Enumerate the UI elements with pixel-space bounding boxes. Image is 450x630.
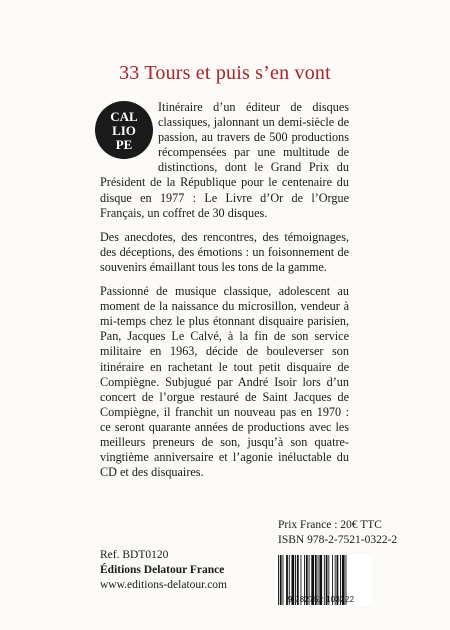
back-cover-text <box>100 100 349 489</box>
reference-number: Ref. BDT0120 <box>100 549 169 561</box>
price: Prix France : 20€ TTC <box>278 519 382 531</box>
paragraph-intro <box>100 100 349 221</box>
svg-text:PE: PE <box>115 137 133 152</box>
logo-wrap-space <box>100 100 158 162</box>
publisher-website[interactable]: www.editions-delatour.com <box>100 579 228 591</box>
svg-text:CAL: CAL <box>110 109 138 124</box>
svg-text:LIO: LIO <box>112 123 136 138</box>
paragraph-biography: Passionné de musique classique, adolescent au moment de la naissance du microsillon, vendeur à mi-temps chez le plus étonnant disquaire parisien, Pan, Jacques Le Calvé, à la fin de son service militaire en 1963, décide de bouleverser son itinéraire en rachetant le tout petit disquaire de Compiègne. Subjugué par André Isoir lors d’un concert de l’orgue restauré de Saint Jacques de Compiègne, il franchit un nouveau pas en 1970 : ce seront quarante années de productions avec les meilleurs preneurs de son, jusqu’à son quatre-vingtième anniversaire et l’agonie inéluctable du CD et des disquaires. <box>100 284 349 480</box>
paragraph-intro-text: Itinéraire d’un éditeur de disques classiques, jalonnant un demi-siècle de passion, au travers de 500 productions récompensées par une multitude de distinctions, dont le Grand Prix du Président de la République pour le centenaire du disque en 1977 : Le Livre d’Or de l’Orgue Français, un coffret de 30 disques. <box>100 100 349 220</box>
isbn: ISBN 978-2-7521-0322-2 <box>278 534 398 546</box>
book-title: 33 Tours et puis s’en vont <box>119 62 331 84</box>
paragraph-anecdotes: Des anecdotes, des rencontres, des témoignages, des déceptions, des émotions : un foisonnement de souvenirs émaillant tous les tons de la gamme. <box>100 229 349 274</box>
barcode-digits: 9 782752 103222 <box>287 595 355 604</box>
publisher-name: Éditions Delatour France <box>100 564 225 576</box>
